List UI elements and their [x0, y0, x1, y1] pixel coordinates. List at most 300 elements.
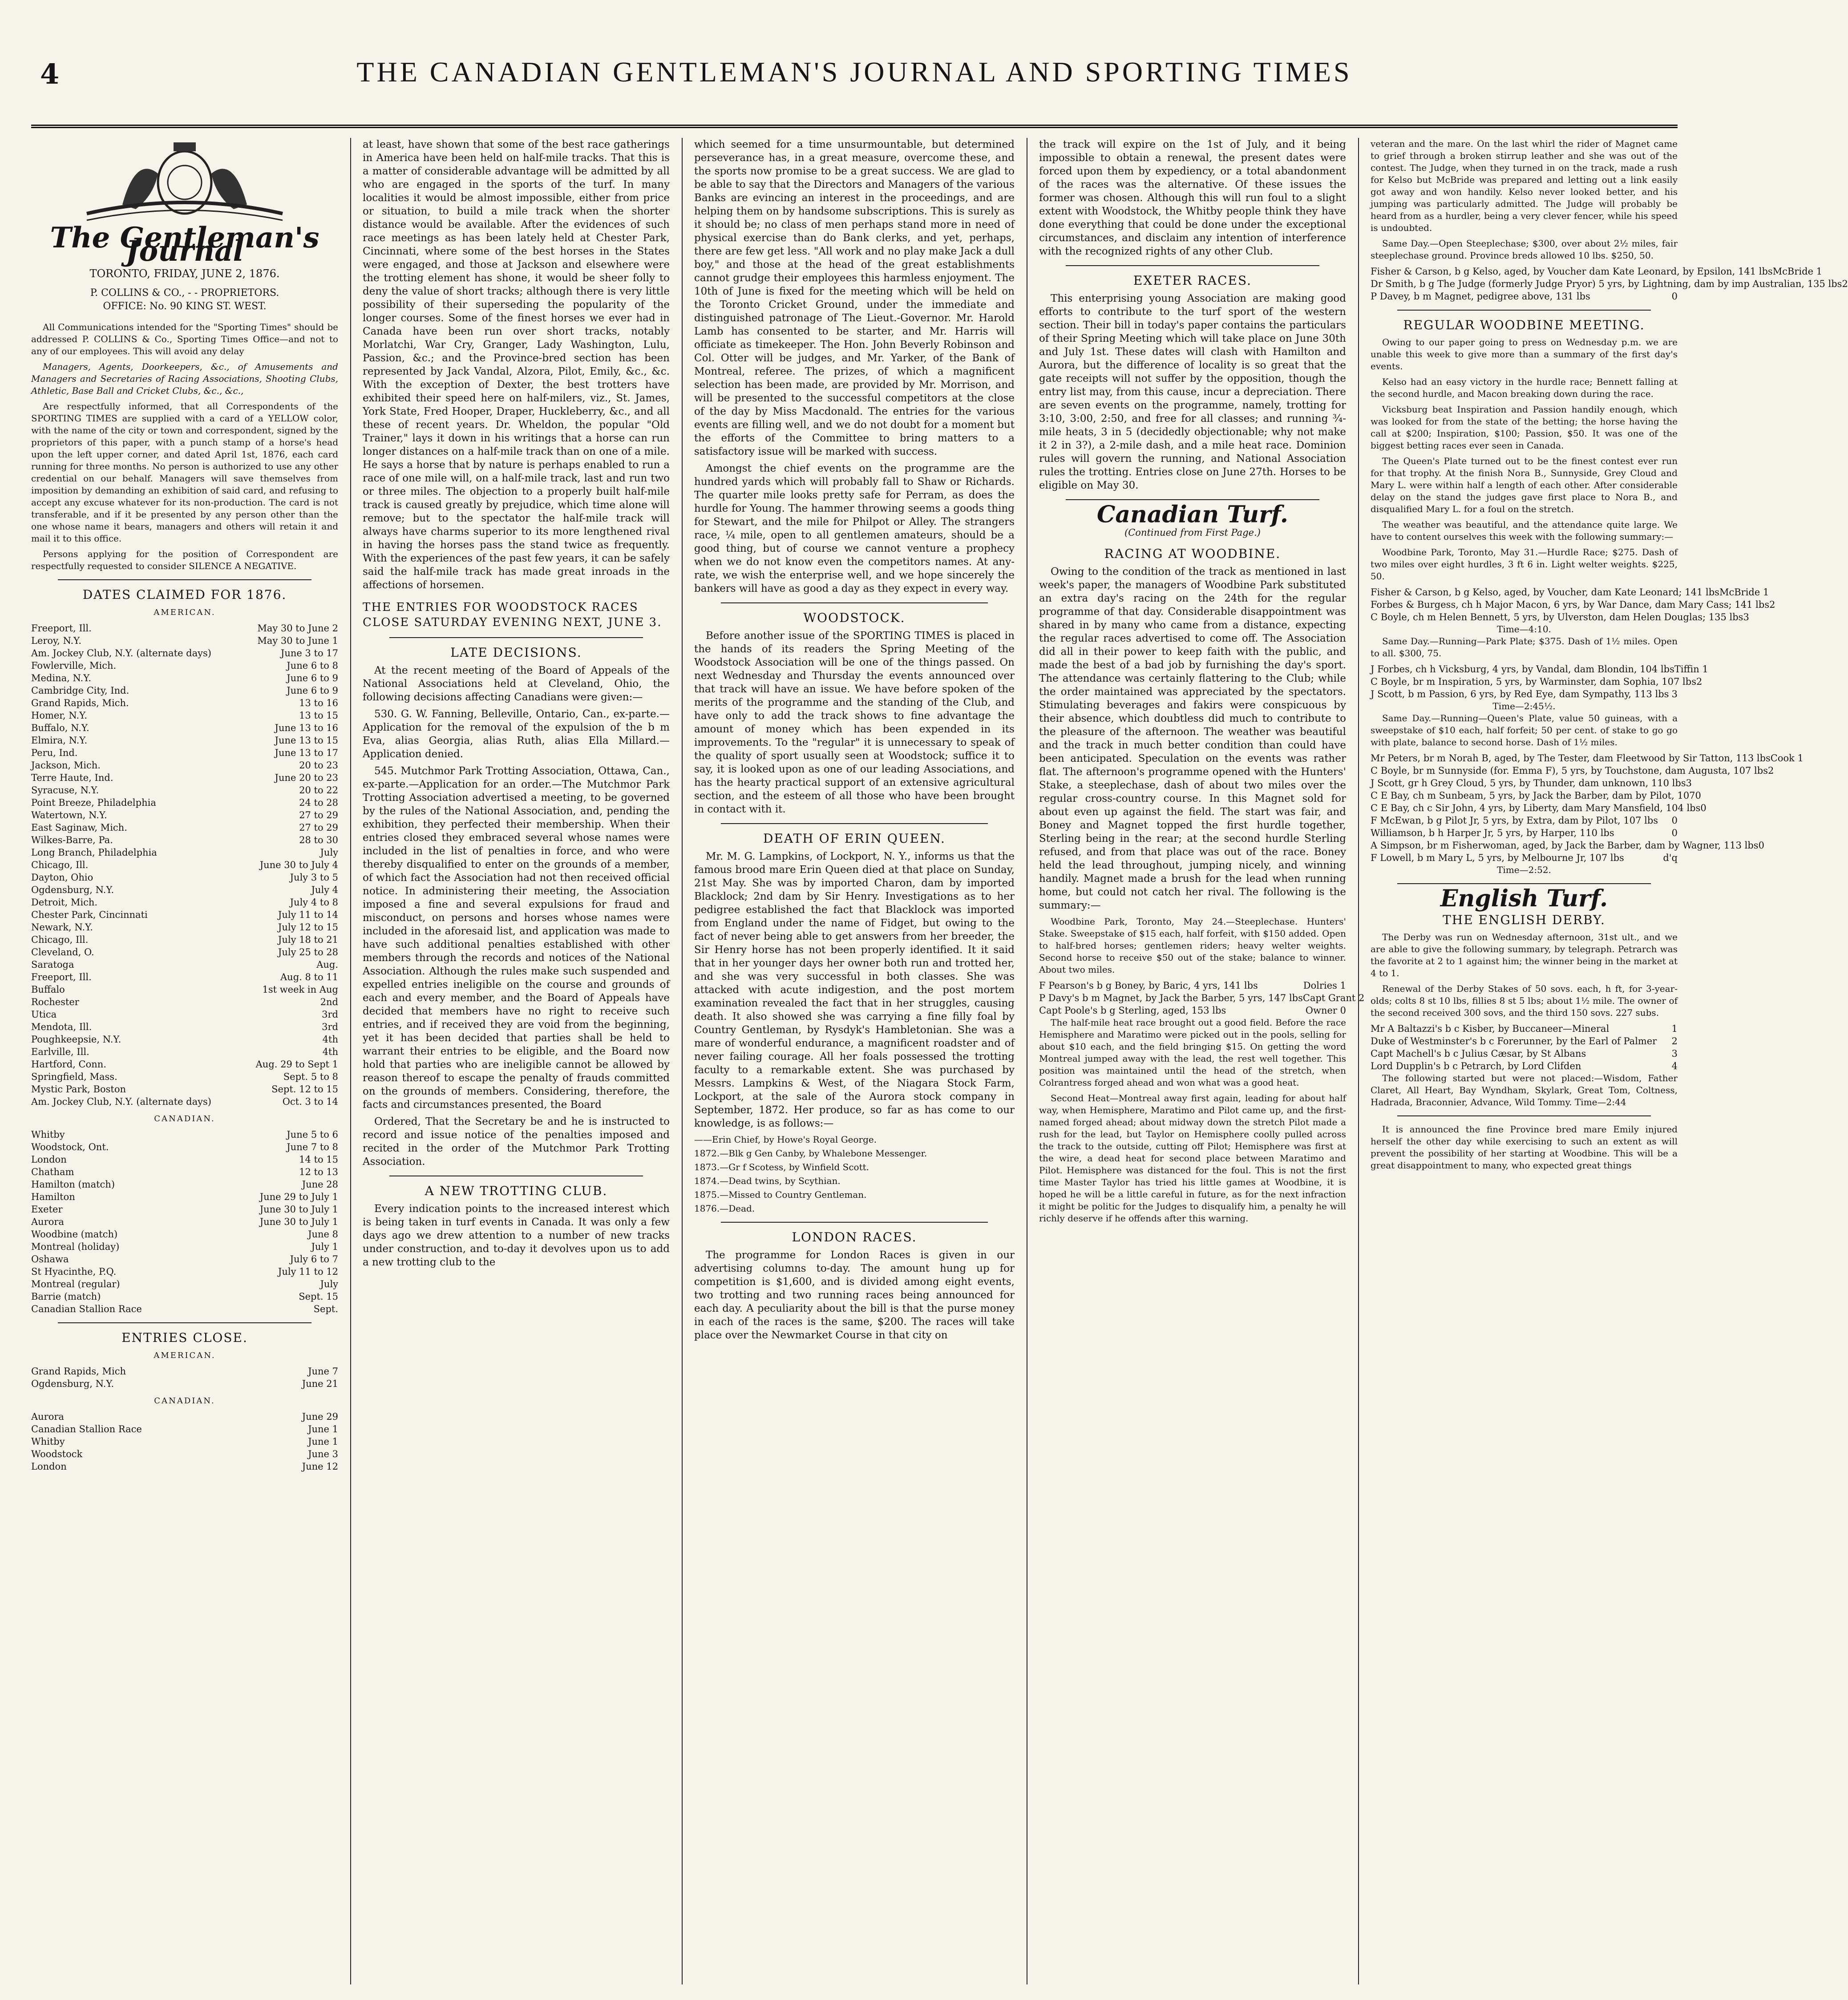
applicants-notice: Persons applying for the position of Correspondent are respectfully requested to consider SILENCE A NEGATIVE.	[31, 549, 338, 571]
date-row-label: Chatham	[31, 1167, 74, 1177]
date-row-label: St Hyacinthe, P.Q.	[31, 1266, 117, 1277]
divider	[721, 1222, 988, 1223]
result-row	[1371, 777, 1692, 789]
date-row-value: 27 to 29	[299, 810, 338, 820]
result-row-value: 3	[1671, 1048, 1678, 1059]
date-row	[31, 709, 338, 722]
column-rule	[1358, 138, 1359, 1984]
date-row	[31, 971, 338, 983]
result-row	[1371, 278, 1848, 290]
derby-also-ran: The following started but were not placed:—Wisdom, Father Claret, All Heart, Bay Wyndham, Skylark, Great Tom, Coltness, Hadrada, Braconnier, Advance, Wild Tommy. Time—2:44	[1371, 1073, 1678, 1107]
steeplechase-report: veteran and the mare. On the last whirl the rider of Magnet came to grief through a broken stirrup leather and she was out of the contest. The Judge, when they turned in on the track, made a rush for Kelso but McBride was prepared and letting out a link easily got away and won handily. Kelso never looked better, and his jumping was particularly admitted. The Judge will probably be heard from as a hurdler, being a very clever fencer, while his speed is undoubted.	[1371, 138, 1678, 233]
result-row-label: C Boyle, ch m Helen Bennett, 5 yrs, by Ulverston, dam Helen Douglas; 135 lbs	[1371, 612, 1743, 622]
american-label: AMERICAN.	[154, 608, 216, 617]
entries-american-label: AMERICAN.	[154, 1351, 216, 1360]
date-row-value: May 30 to June 1	[257, 635, 338, 646]
proprietors: P. COLLINS & CO., - - PROPRIETORS.	[90, 287, 279, 299]
entry-row-value: June 3	[308, 1449, 338, 1459]
date-row-value: July 4	[311, 885, 338, 895]
date-row-label: Leroy, N.Y.	[31, 635, 82, 646]
column-rule	[350, 138, 351, 1984]
result-row	[1371, 1035, 1678, 1047]
entry-row-label: Whitby	[31, 1436, 65, 1447]
english-turf-title: English Turf.	[1440, 885, 1608, 912]
result-row-value: Tiffin 1	[1674, 664, 1708, 675]
result-row-label: Capt Machell's b c Julius Cæsar, by St Albans	[1371, 1048, 1586, 1059]
result-row-label: Mr A Baltazzi's b c Kisber, by Buccaneer—Mineral	[1371, 1023, 1609, 1034]
continued-note: (Continued from First Page.)	[1124, 527, 1261, 538]
result-row	[1371, 1047, 1678, 1060]
date-row	[31, 1191, 338, 1203]
result-row-label: Capt Poole's b g Sterling, aged, 153 lbs	[1039, 1005, 1226, 1016]
result-row-value: 0	[1700, 803, 1706, 813]
result-row-label: Fisher & Carson, b g Kelso, aged, by Voucher dam Kate Leonard, by Epsilon, 141 lbs	[1371, 266, 1773, 277]
result-row	[1371, 852, 1678, 864]
date-row	[31, 946, 338, 958]
date-row-value: 4th	[322, 1046, 338, 1057]
date-row-label: Barrie (match)	[31, 1291, 101, 1302]
column-4	[1039, 138, 1365, 1984]
date-row-label: Buffalo, N.Y.	[31, 723, 89, 733]
crest-icon	[69, 138, 300, 227]
date-row-label: Newark, N.Y.	[31, 922, 93, 933]
date-row-label: Freeport, Ill.	[31, 623, 92, 634]
date-row	[31, 1008, 338, 1021]
date-row-label: Detroit, Mich.	[31, 897, 98, 908]
date-row-label: Whitby	[31, 1129, 65, 1140]
entry-row	[31, 1378, 338, 1390]
result-row	[1039, 992, 1365, 1004]
result-row	[1371, 586, 1769, 598]
date-row	[31, 958, 338, 971]
new-club-article: Every indication points to the increased interest which is being taken in turf events in Canada. It was only a few days ago we drew attention to a number of new tracks under construction, and to-day it devolves upon us to add a new trotting club to the	[363, 1203, 670, 1268]
date-row-value: June 13 to 17	[275, 747, 338, 758]
date-row-value: June 30 to July 1	[259, 1204, 338, 1215]
result-row	[1371, 663, 1708, 675]
date-row-value: May 30 to June 2	[257, 623, 338, 634]
date-row-value: June 5 to 6	[287, 1129, 338, 1140]
entry-row-label: Canadian Stallion Race	[31, 1424, 142, 1434]
divider	[389, 637, 643, 638]
canadian-dates-list	[31, 1128, 338, 1315]
date-row-value: 3rd	[322, 1009, 338, 1020]
entry-row-value: June 1	[308, 1436, 338, 1447]
regular-meeting-heading: REGULAR WOODBINE MEETING.	[1403, 318, 1645, 332]
date-row-value: June 3 to 17	[280, 648, 338, 659]
date-row-value: July 6 to 7	[290, 1254, 338, 1265]
result-row-value: 2	[1671, 1036, 1678, 1046]
entry-row-label: Ogdensburg, N.Y.	[31, 1378, 114, 1389]
london-heading: LONDON RACES.	[792, 1230, 917, 1244]
park-plate-time: Time—2:45½.	[1492, 701, 1556, 711]
date-row	[31, 821, 338, 834]
date-row	[31, 1228, 338, 1240]
entries-heading: ENTRIES CLOSE.	[121, 1330, 248, 1345]
hurdle-summary: Woodbine Park, Toronto, May 31.—Hurdle Race; $275. Dash of two miles over eight hurdles, 3 ft 6 in. Light welter weights. $225, 50.	[1371, 547, 1678, 582]
date-row	[31, 1265, 338, 1278]
result-row-label: F McEwan, b g Pilot Jr, 5 yrs, by Extra, dam by Pilot, 107 lbs	[1371, 815, 1658, 826]
date-row	[31, 1253, 338, 1265]
date-row-value: June 30 to July 1	[259, 1216, 338, 1227]
date-row	[31, 909, 338, 921]
woodbine-results-list	[1039, 979, 1365, 1017]
emily-injury-note: It is announced the fine Province bred mare Emily injured herself the other day while exercising to such an extent as will prevent the possibility of her starting at Woodbine. This will be a great disappointment to many, who expected great things	[1371, 1124, 1678, 1171]
result-row-label: C Boyle, br m Inspiration, 5 yrs, by Warminster, dam Sophia, 107 lbs	[1371, 676, 1696, 687]
date-row-label: Hamilton (match)	[31, 1179, 115, 1190]
london-article: The programme for London Races is given in our advertising columns to-day. The amount hung up for competition is $1,600, and is divided among eight events, two trotting and two running races being announced for each day. A peculiarity about the bill is that the purse money in each of the races is the same, $200. The races will take place over the Newmarket Course in that city on	[694, 1249, 1015, 1341]
date-row	[31, 697, 338, 709]
result-row-label: Fisher & Carson, b g Kelso, aged, by Voucher, dam Kate Leonard; 141 lbs	[1371, 587, 1719, 598]
communications-notice: All Communications intended for the "Sporting Times" should be addressed P. COLLINS & Co., Sporting Times Office—and not to any of our employees. This will avoid any delay	[31, 322, 338, 356]
date-row-label: Homer, N.Y.	[31, 710, 87, 721]
date-row	[31, 1095, 338, 1108]
column-2	[363, 138, 670, 1984]
result-row-label: Williamson, b h Harper Jr, 5 yrs, by Harper, 110 lbs	[1371, 828, 1614, 838]
date-row-label: Exeter	[31, 1204, 63, 1215]
entry-row-value: June 7	[308, 1366, 338, 1377]
date-row-label: Freeport, Ill.	[31, 972, 92, 982]
hurdle-time: Time—4:10.	[1497, 624, 1551, 634]
produce-item: 1872.—Blk g Gen Canby, by Whalebone Messenger.	[694, 1148, 927, 1159]
result-row-value: 4	[1671, 1061, 1678, 1071]
entries-notice: THE ENTRIES FOR WOODSTOCK RACES CLOSE SATURDAY EVENING NEXT, JUNE 3.	[363, 601, 662, 629]
date-row-label: Woodstock, Ont.	[31, 1142, 109, 1152]
result-row-label: P Davy's b m Magnet, by Jack the Barber, 5 yrs, 147 lbs	[1039, 993, 1303, 1003]
divider	[1397, 310, 1651, 311]
date-row-value: Aug.	[316, 959, 338, 970]
date-row-value: Sept. 12 to 15	[271, 1084, 338, 1095]
result-row-value: d'q	[1663, 853, 1678, 863]
entry-row	[31, 1435, 338, 1448]
date-row-value: June 6 to 8	[287, 660, 338, 671]
date-row-label: Fowlerville, Mich.	[31, 660, 117, 671]
decision-545: 545. Mutchmor Park Trotting Association, Ottawa, Can., ex-parte.—Application for an order.—The Mutchmor Park Trotting Association advertised a meeting, to be governed by the rules of the National Association, and, pending the exhibition, they perfected their membership. When their entries closed they embraced several whose names were included in the list of penalties in force, and who were thereby disqualified to enter on the grounds of a member, of which fact the Association had not then received official notice. In administering their meeting, the Association imposed a fine and several expulsions for fraud and misconduct, on persons and horses whose names were included in the aforesaid list, and application was made to have such additional penalties established with other members through the records and notices of the National Association. Although the rules make such suspended and expelled entries ineligible on the course and grounds of each and every member, and the Board of Appeals have decided that members have no right to receive such entries, and if received they are void from the beginning, yet it has been decided that parties shall be held to warrant their entries to be eligible, and the Board now hold that parties who are ineligible cannot be allowed by reason thereof to escape the penalty of frauds committed on the grounds of members. Considering, therefore, the facts and circumstances presented, the Board	[363, 765, 670, 1111]
divider	[1066, 499, 1319, 500]
produce-item: 1876.—Dead.	[694, 1203, 755, 1214]
late-decisions-heading: LATE DECISIONS.	[450, 645, 582, 660]
date-row	[31, 747, 338, 759]
date-row-label: Cambridge City, Ind.	[31, 685, 129, 696]
date-row-value: 28 to 30	[299, 835, 338, 845]
erin-queen-article: Mr. M. G. Lampkins, of Lockport, N. Y., informs us that the famous brood mare Erin Queen died at that place on Sunday, 21st May. She was by imported Charon, dam by imported Blacklock; 2nd dam by Sir Henry. Investigations as to her pedigree established the fact that Blacklock was imported from England under the name of Fidget, but owing to the fact of never being able to get answers from her breeder, the Sir Henry horse has not been properly identified. It it said that in her younger days her owner both run and trotted her, and she was very successful in both classes. She was attacked with acute indigestion, and the post mortem examination revealed the fact that in her struggles, causing death. It also showed she was carrying a fine filly foal by Country Gentleman, by Rysdyk's Hambletonian. She was a mare of wonderful endurance, a magnificent roadster and of never failing courage. All her foals possessed the trotting faculty to a remarkable extent. She was purchased by Messrs. Lampkins & West, of the Niagara Stock Farm, Lockport, at the sale of the Aurora stock company in September, 1872. Her produce, so far as has come to our knowledge, is as follows:—	[694, 851, 1015, 1129]
result-row-label: J Scott, b m Passion, 6 yrs, by Red Eye, dam Sympathy, 113 lbs	[1371, 689, 1669, 699]
date-row-label: Hartford, Conn.	[31, 1059, 106, 1070]
date-row	[31, 1071, 338, 1083]
entry-row	[31, 1365, 338, 1378]
divider	[1397, 883, 1651, 884]
date-row	[31, 809, 338, 821]
whitby-article: the track will expire on the 1st of July, and it being impossible to obtain a renewal, the present dates were forced upon them by expediency, or a total abandonment of the races was the alternative. Of these issues the former was chosen. Although this will run foul to a slight extent with Woodstock, the Whitby people think they have done everything that could be done under the exceptional circumstances, and disclaim any intention of interference with the recognized rights of any other Club.	[1039, 139, 1346, 257]
date-row-label: Jackson, Mich.	[31, 760, 101, 771]
date-row	[31, 1141, 338, 1153]
date-row	[31, 722, 338, 734]
result-row	[1371, 764, 1774, 777]
date-row-label: Terre Haute, Ind.	[31, 772, 113, 783]
date-row-label: Chicago, Ill.	[31, 934, 89, 945]
date-row	[31, 1166, 338, 1178]
derby-summary: Renewal of the Derby Stakes of 50 sovs. each, h ft, for 3-year-olds; colts 8 st 10 lbs, fillies 8 st 5 lbs; about 1½ mile. The owner of the second received 300 sovs, and the third 150 sovs. 227 subs.	[1371, 983, 1678, 1018]
result-row-label: C E Bay, ch c Sir John, 4 yrs, by Liberty, dam Mary Mansfield, 104 lbs	[1371, 803, 1701, 813]
date-row-label: Earlville, Ill.	[31, 1046, 89, 1057]
date-row	[31, 622, 338, 634]
result-row-value: 0	[1671, 828, 1678, 838]
date-row-value: June 13 to 16	[275, 723, 338, 733]
credential-notice: Are respectfully informed, that all Correspondents of the SPORTING TIMES are supplied with a card of a YELLOW color, with the name of the city or town and correspondent, signed by the proprietors of this paper, with a punch stamp of a horse's head upon the left upper corner, and dated April 1st, 1876, each card running for three months. No person is authorized to use any other credential on our behalf. Managers will save themselves from imposition by demanding an exhibition of said card, and refusing to accept any excuse whatever for its non-production. The card is not transferable, and if it be presented by any person other than the one whose name it bears, managers and others will retain it and mail it to this office.	[31, 401, 338, 544]
date-row-value: July	[320, 1279, 338, 1289]
result-row	[1371, 752, 1804, 764]
journal-title: The Gentleman's Journal	[50, 221, 319, 268]
date-row	[31, 896, 338, 909]
date-row	[31, 684, 338, 697]
result-row-label: J Forbes, ch h Vicksburg, 4 yrs, by Vandal, dam Blondin, 104 lbs	[1371, 664, 1674, 675]
result-row-value: 0	[1671, 291, 1678, 302]
date-row-value: June 20 to 23	[275, 772, 338, 783]
result-row-value: 3	[1671, 689, 1678, 699]
regular-meeting-p3: Vicksburg beat Inspiration and Passion handily enough, which was looked for from the state of the betting; the horse having the call at $200; Inspiration, $100; Passion, $50. It was one of the biggest betting races ever seen in Canada.	[1371, 404, 1678, 451]
woodbine-heading: RACING AT WOODBINE.	[1104, 546, 1281, 561]
result-row-label: Lord Dupplin's b c Petrarch, by Lord Clifden	[1371, 1061, 1581, 1071]
date-row-label: Rochester	[31, 997, 79, 1007]
date-row-value: 12 to 13	[299, 1167, 338, 1177]
produce-item: 1875.—Missed to Country Gentleman.	[694, 1189, 867, 1200]
date-row	[31, 884, 338, 896]
date-row	[31, 1046, 338, 1058]
result-row-value: 2	[1769, 599, 1775, 610]
date-row-value: Sept.	[313, 1304, 338, 1314]
date-row-label: Saratoga	[31, 959, 74, 970]
running-title: THE CANADIAN GENTLEMAN'S JOURNAL AND SPORTING TIMES	[356, 56, 1352, 88]
date-row	[31, 933, 338, 946]
date-row	[31, 983, 338, 996]
result-row-value: Owner 0	[1305, 1005, 1346, 1016]
entry-row-label: London	[31, 1461, 67, 1472]
woodstock-article: Before another issue of the SPORTING TIMES is placed in the hands of its readers the Spring Meeting of the Woodstock Association will be one of the things passed. On next Wednesday and Thursday the events announced over that track will have an issue. We have before spoken of the merits of the programme and the standing of the Club, and have only to add the track shows to fine advantage the amount of money which has been expended in its improvements. To the "regular" it is unnecessary to speak of the quality of sport usually seen at Woodstock; suffice it to say, it is looked upon as one of our leading Associations, and has the hearty practical support of an extensive agricultural section, and the esteem of all those who have been brought in contact with it.	[694, 630, 1015, 815]
date-row-label: Montreal (regular)	[31, 1279, 120, 1289]
date-row-value: June 29 to July 1	[259, 1192, 338, 1202]
divider	[721, 823, 988, 824]
date-row-value: June 6 to 9	[287, 673, 338, 683]
date-row-label: Ogdensburg, N.Y.	[31, 885, 114, 895]
date-row-label: Mendota, Ill.	[31, 1022, 92, 1032]
date-row-value: June 30 to July 4	[259, 860, 338, 870]
result-row-label: Mr Peters, br m Norah B, aged, by The Tester, dam Fleetwood by Sir Tatton, 113 lbs	[1371, 753, 1771, 764]
result-row	[1371, 598, 1775, 611]
result-row-label: C E Bay, ch m Sunbeam, 5 yrs, by Jack the Barber, dam by Pilot, 107	[1371, 790, 1695, 801]
date-row-label: Dayton, Ohio	[31, 872, 93, 883]
entry-row-label: Aurora	[31, 1411, 64, 1422]
divider	[1066, 265, 1319, 266]
date-row-label: Wilkes-Barre, Pa.	[31, 835, 113, 845]
date-row	[31, 921, 338, 933]
date-row-label: Cleveland, O.	[31, 947, 94, 958]
result-row-value: 3	[1686, 778, 1692, 788]
date-row-label: Buffalo	[31, 984, 65, 995]
date-row	[31, 834, 338, 846]
date-row-label: Utica	[31, 1009, 57, 1020]
american-dates-list	[31, 622, 338, 1108]
date-row-value: 1st week in Aug	[262, 984, 338, 995]
park-plate-results-list	[1371, 663, 1708, 700]
date-row	[31, 1021, 338, 1033]
decision-530: 530. G. W. Fanning, Belleville, Ontario, Can., ex-parte.—Application for the removal of the expulsion of the b m Eva, alias Georgia, alias Ruth, alias Ella Millard.—Application denied.	[363, 708, 670, 760]
date-row-value: 20 to 22	[299, 785, 338, 796]
date-row	[31, 846, 338, 859]
park-plate-summary: Same Day.—Running—Park Plate; $375. Dash of 1½ miles. Open to all. $300, 75.	[1371, 636, 1678, 659]
date-row	[31, 1203, 338, 1216]
entry-row	[31, 1448, 338, 1460]
result-row	[1371, 839, 1764, 852]
hurdle-results-list	[1371, 586, 1775, 623]
result-row-label: C Boyle, br m Sunnyside (for. Emma F), 5 yrs, by Touchstone, dam Augusta, 107 lbs	[1371, 765, 1768, 776]
date-row	[31, 647, 338, 659]
date-row-value: June 28	[302, 1179, 338, 1190]
page-number: 4	[40, 58, 60, 90]
date-row-label: Peru, Ind.	[31, 747, 78, 758]
date-row-label: Chicago, Ill.	[31, 860, 89, 870]
date-row-label: Elmira, N.Y.	[31, 735, 88, 746]
date-row-value: Aug. 29 to Sept 1	[255, 1059, 338, 1070]
date-row	[31, 1303, 338, 1315]
column-1	[31, 138, 338, 1984]
erin-produce-list	[694, 1134, 1015, 1215]
date-row-label: Syracuse, N.Y.	[31, 785, 99, 796]
date-row-label: Medina, N.Y.	[31, 673, 92, 683]
produce-item: 1873.—Gr f Scotess, by Winfield Scott.	[694, 1162, 869, 1172]
entries-american-list	[31, 1365, 338, 1390]
column-rule	[682, 138, 683, 1984]
entry-row-value: June 21	[302, 1378, 338, 1389]
date-row-value: 27 to 29	[299, 822, 338, 833]
date-row-value: 24 to 28	[299, 797, 338, 808]
regular-meeting-p5: The weather was beautiful, and the attendance quite large. We have to content ourselves this week with the following summary:—	[1371, 519, 1678, 542]
date-row	[31, 759, 338, 772]
result-row	[1371, 688, 1678, 700]
date-row	[31, 1290, 338, 1303]
derby-report: The Derby was run on Wednesday afternoon, 31st ult., and we are able to give the following summary, by telegraph. Petrarch was the favorite at 2 to 1 against him; the winner being in the market at 4 to 1.	[1371, 932, 1678, 978]
date-row	[31, 996, 338, 1008]
date-row	[31, 1058, 338, 1071]
canadian-turf-title: Canadian Turf.	[1096, 501, 1289, 528]
entry-row-value: June 12	[302, 1461, 338, 1472]
result-row-value: 2	[1696, 676, 1702, 687]
divider	[58, 1322, 311, 1323]
second-heat-report: Second Heat—Montreal away first again, leading for about half way, when Hemisphere, Maratimo and Pilot came up, and the first-named forged ahead; about midway down the stretch Pilot made a rush for the lead, but Taylor on Hemisphere coolly pulled across the track to the outside, cutting off Pilot; Hemisphere was first at the wire, a dead heat for second place between Maratimo and Pilot. Hemisphere was distanced for the foul. This is not the first time Master Taylor has tried his little games at Woodbine, it is hoped he will be a little careful in future, as for the next infraction it might be politic for the Judges to disqualify him, a penalty he will richly deserve if he offends after this warning.	[1039, 1093, 1346, 1224]
result-row-label: Duke of Westminster's b c Forerunner, by the Earl of Palmer	[1371, 1036, 1657, 1046]
result-row	[1039, 1004, 1346, 1017]
result-row-value: Capt Grant 2	[1302, 993, 1365, 1003]
date-row-value: July 3 to 5	[290, 872, 338, 883]
date-row-value: 14 to 15	[299, 1154, 338, 1165]
woodbine-report: Owing to the condition of the track as mentioned in last week's paper, the managers of Woodbine Park substituted an extra day's racing on the 24th for the regular programme of that day. Considerable disappointment was shared in by many who came from a distance, expecting the regular races advertised to come off. The Association did all in their power to keep faith with the public, and made the best of a bad job by furnishing the day's sport. The attendance was certainly flattering to the Club; while the order maintained was appreciated by the spectators. Stimulating beverages and fakirs were conspicuous by their absence, which doubtless did much to contribute to the pleasure of the afternoon. The weather was beautiful and the track in much better condition than could have been anticipated. Speculation on the events was rather flat. The afternoon's programme opened with the Hunters' Stake, a steeplechase, dash of about two miles over the regular cross-country course. In this Magnet sold for about even up against the field. The start was fair, and Boney and Magnet topped the first hurdle together, Sterling being in the rear; at the second hurdle Sterling refused, and from that place was out of the race. Boney held the lead throughout, jumping nicely, and winning handily. Magnet made a brush for the lead when running home, but could not catch her rival. The following is the summary:—	[1039, 566, 1346, 911]
steeplechase-results-list	[1371, 265, 1848, 303]
date-row-value: July 11 to 14	[278, 909, 338, 920]
woodstock-heading: WOODSTOCK.	[803, 610, 906, 625]
dates-heading: DATES CLAIMED FOR 1876.	[82, 587, 287, 602]
result-row	[1371, 814, 1678, 827]
crest-emblem	[31, 138, 338, 227]
date-row-value: June 7 to 8	[287, 1142, 338, 1152]
result-row-label: J Scott, gr h Grey Cloud, 5 yrs, by Thunder, dam unknown, 110 lbs	[1371, 778, 1686, 788]
column-3	[694, 138, 1015, 1984]
date-row	[31, 1153, 338, 1166]
result-row-label: Dr Smith, b g The Judge (formerly Judge Pryor) 5 yrs, by Lightning, dam by imp Australian, 135 lbs	[1371, 279, 1842, 289]
result-row-label: F Lowell, b m Mary L, 5 yrs, by Melbourne Jr, 107 lbs	[1371, 853, 1624, 863]
date-row	[31, 859, 338, 871]
date-row-label: Woodbine (match)	[31, 1229, 118, 1240]
date-row-value: Oct. 3 to 14	[282, 1096, 338, 1107]
date-row-value: 13 to 16	[299, 698, 338, 708]
result-row	[1371, 265, 1823, 278]
result-row	[1371, 1060, 1678, 1072]
date-row-value: July	[320, 847, 338, 858]
date-row	[31, 1033, 338, 1046]
date-row-label: Chester Park, Cincinnati	[31, 909, 148, 920]
date-row-value: June 8	[308, 1229, 338, 1240]
decision-order: Ordered, That the Secretary be and he is instructed to record and issue notice of the penalties imposed and recited in the order of the Mutchmor Park Trotting Association.	[363, 1116, 670, 1168]
date-row	[31, 734, 338, 747]
result-row	[1371, 1022, 1678, 1035]
date-row-value: July 25 to 28	[278, 947, 338, 958]
date-row-label: Mystic Park, Boston	[31, 1084, 126, 1095]
result-row	[1371, 290, 1678, 303]
bank-sports-article: which seemed for a time unsurmountable, but determined perseverance has, in a great measure, overcome these, and the sports now promise to be a great success. We are glad to be able to say that the Directors and Managers of the various Banks are evincing an interest in the proceedings, and are helping them on by handsome subscriptions. This is surely as it should be; no class of men perhaps stand more in need of physical exercise than do Bank clerks, and yet, perhaps, there are few get less. "All work and no play make Jack a dull boy," and those at the head of the great establishments cannot grudge their employees this harmless enjoyment. The 10th of June is fixed for the meeting which will be held on the Toronto Cricket Ground, under the immediate and distinguished patronage of The Lieut.-Governor. Mr. Harold Lamb has consented to be starter, and Mr. Harris will officiate as timekeeper. The Hon. John Beverly Robinson and Col. Otter will be judges, and Mr. Yarker, of the Bank of Montreal, referee. The prizes, of which a magnificent selection has been made, are provided by Mr. Morrison, and will be presented to the successful competitors at the close of the day by Miss Macdonald. The entries for the various events are filling well, and we do not doubt for a moment but the efforts of the Committee to bring matters to a satisfactory issue will be marked with success.	[694, 139, 1015, 457]
result-row-value: 3	[1743, 612, 1749, 622]
dateline: TORONTO, FRIDAY, JUNE 2, 1876.	[89, 267, 280, 280]
date-row-value: July 4 to 8	[290, 897, 338, 908]
result-row-value: 0	[1695, 790, 1701, 801]
date-row-label: Grand Rapids, Mich.	[31, 698, 129, 708]
date-row	[31, 1240, 338, 1253]
date-row	[31, 1278, 338, 1290]
woodbine-summary: Woodbine Park, Toronto, May 24.—Steeplechase. Hunters' Stake. Sweepstake of $15 each, half forfeit, with $150 added. Open to half-bred horses; gentlemen riders; heavy welter weights. Second horse to receive $50 out of the stake; balance to winner. About two miles.	[1039, 916, 1346, 975]
result-row-value: 2	[1767, 765, 1774, 776]
result-row	[1371, 827, 1678, 839]
date-row-label: Montreal (holiday)	[31, 1241, 120, 1252]
result-row	[1371, 611, 1749, 623]
derby-heading: THE ENGLISH DERBY.	[1443, 913, 1605, 927]
queens-plate-time: Time—2:52.	[1497, 865, 1551, 875]
date-row-label: Aurora	[31, 1216, 64, 1227]
result-row	[1039, 979, 1346, 992]
managers-notice: Managers, Agents, Doorkeepers, &c., of Amusements and Managers and Secretaries of Racing Associations, Shooting Clubs, Athletic, Base Ball and Cricket Clubs, &c., &c.,	[31, 361, 338, 396]
result-row	[1371, 789, 1701, 802]
date-row-value: July 1	[311, 1241, 338, 1252]
result-row-value: Dolries 1	[1303, 980, 1346, 991]
erin-queen-heading: DEATH OF ERIN QUEEN.	[763, 831, 946, 846]
date-row	[31, 784, 338, 796]
date-row-value: June 13 to 15	[275, 735, 338, 746]
exeter-heading: EXETER RACES.	[1133, 273, 1252, 288]
produce-item: 1874.—Dead twins, by Scythian.	[694, 1176, 841, 1186]
entry-row	[31, 1410, 338, 1423]
result-row-value: McBride 1	[1719, 587, 1769, 598]
newspaper-page	[31, 31, 1848, 1989]
queens-plate-results-list	[1371, 752, 1804, 864]
date-row	[31, 772, 338, 784]
date-row-value: Aug. 8 to 11	[280, 972, 338, 982]
queens-plate-summary: Same Day.—Running—Queen's Plate, value 50 guineas, with a sweepstake of $10 each, half forfeit; 50 per cent. of stake to go go with plate, balance to second horse. Dash of 1½ miles.	[1371, 713, 1678, 747]
date-row-label: East Saginaw, Mich.	[31, 822, 127, 833]
divider	[58, 579, 311, 580]
date-row	[31, 659, 338, 672]
result-row	[1371, 675, 1702, 688]
entry-row-label: Grand Rapids, Mich	[31, 1366, 126, 1377]
date-row-label: Am. Jockey Club, N.Y. (alternate days)	[31, 1096, 211, 1107]
result-row-label: F Pearson's b g Boney, by Baric, 4 yrs, 141 lbs	[1039, 980, 1258, 991]
date-row	[31, 634, 338, 647]
entry-row-label: Woodstock	[31, 1449, 83, 1459]
late-decisions-intro: At the recent meeting of the Board of Appeals of the National Associations held at Cleveland, Ohio, the following decisions affecting Canadians were given:—	[363, 665, 670, 703]
